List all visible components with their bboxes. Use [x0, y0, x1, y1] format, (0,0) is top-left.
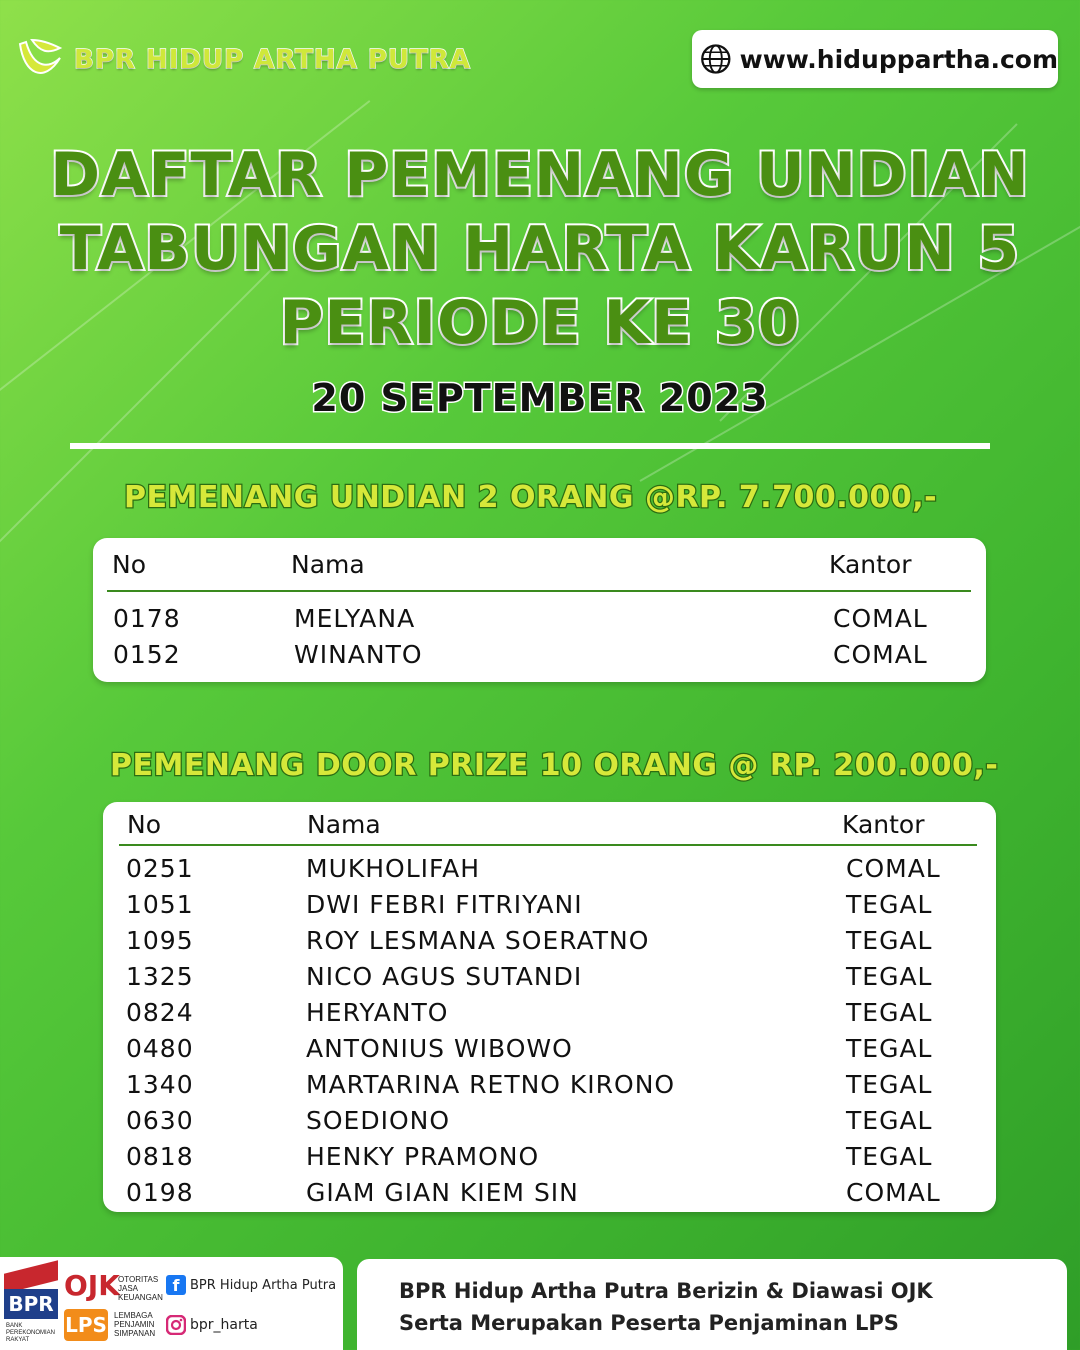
- cell-no: 0630: [126, 1106, 194, 1135]
- header-kantor: Kantor: [829, 550, 912, 579]
- cell-nama: ANTONIUS WIBOWO: [306, 1034, 573, 1063]
- cell-kantor: TEGAL: [846, 962, 933, 991]
- cell-nama: ROY LESMANA SOERATNO: [306, 926, 650, 955]
- cell-nama: MELYANA: [294, 604, 416, 633]
- header-divider: [107, 590, 971, 592]
- cell-no: 0178: [113, 604, 181, 633]
- brand-logo: [14, 34, 471, 86]
- divider: [70, 443, 990, 449]
- cell-nama: MARTARINA RETNO KIRONO: [306, 1070, 676, 1099]
- lps-logo-sub: LEMBAGA PENJAMIN SIMPANAN: [114, 1311, 156, 1338]
- section2-title: PEMENANG DOOR PRIZE 10 ORANG @ RP. 200.000,-: [110, 748, 999, 783]
- cell-kantor: TEGAL: [846, 926, 933, 955]
- bpr-logo-text: BPR: [4, 1289, 58, 1319]
- cell-no: 1340: [126, 1070, 194, 1099]
- title-line-2: TABUNGAN HARTA KARUN 5: [59, 214, 1021, 284]
- cell-no: 0480: [126, 1034, 194, 1063]
- header-kantor: Kantor: [842, 810, 925, 839]
- facebook-handle: BPR Hidup Artha Putra: [190, 1277, 337, 1293]
- website-url: www.hiduppartha.com: [739, 44, 1058, 74]
- cell-no: 0251: [126, 854, 194, 883]
- cell-no: 0198: [126, 1178, 194, 1207]
- facebook-link[interactable]: [166, 1275, 336, 1295]
- draw-date: 20 SEPTEMBER 2023: [311, 376, 769, 420]
- cell-nama: HERYANTO: [306, 998, 449, 1027]
- ojk-logo-sub: OTORITAS JASA KEUANGAN: [118, 1275, 163, 1302]
- cell-nama: HENKY PRAMONO: [306, 1142, 540, 1171]
- cell-kantor: COMAL: [833, 604, 928, 633]
- title-line-3: PERIODE KE 30: [279, 288, 801, 358]
- header-no: No: [127, 810, 161, 839]
- leaf-logo-icon: [14, 34, 66, 86]
- header-no: No: [112, 550, 146, 579]
- disclaimer-line-2: Serta Merupakan Peserta Penjaminan LPS: [399, 1311, 899, 1335]
- website-badge[interactable]: [692, 30, 1058, 88]
- cell-kantor: COMAL: [833, 640, 928, 669]
- section2-table: [103, 802, 996, 1212]
- globe-icon: [700, 38, 732, 80]
- section1-table: [93, 538, 986, 682]
- cell-nama: DWI FEBRI FITRIYANI: [306, 890, 583, 919]
- title-line-1: DAFTAR PEMENANG UNDIAN: [50, 140, 1030, 210]
- header-nama: Nama: [307, 810, 381, 839]
- cell-no: 0824: [126, 998, 194, 1027]
- cell-no: 1095: [126, 926, 194, 955]
- cell-nama: MUKHOLIFAH: [306, 854, 481, 883]
- instagram-icon: [166, 1315, 186, 1335]
- facebook-icon: f: [166, 1275, 186, 1295]
- bpr-logo: [4, 1267, 58, 1343]
- bpr-logo-sub: BANK PEREKONOMIAN RAKYAT: [6, 1323, 56, 1343]
- ojk-logo-text: OJK: [64, 1269, 120, 1302]
- header-divider: [119, 844, 977, 846]
- cell-kantor: TEGAL: [846, 1106, 933, 1135]
- cell-kantor: TEGAL: [846, 998, 933, 1027]
- cell-no: 1051: [126, 890, 194, 919]
- cell-kantor: TEGAL: [846, 890, 933, 919]
- footer-disclaimer: [357, 1259, 1067, 1350]
- cell-no: 0818: [126, 1142, 194, 1171]
- cell-kantor: COMAL: [846, 1178, 941, 1207]
- lps-logo-text: LPS: [64, 1309, 108, 1341]
- disclaimer-line-1: BPR Hidup Artha Putra Berizin & Diawasi OJK: [399, 1279, 933, 1303]
- cell-no: 0152: [113, 640, 181, 669]
- instagram-handle: bpr_harta: [190, 1317, 258, 1333]
- cell-nama: SOEDIONO: [306, 1106, 451, 1135]
- cell-nama: NICO AGUS SUTANDI: [306, 962, 583, 991]
- header-nama: Nama: [291, 550, 365, 579]
- cell-kantor: TEGAL: [846, 1070, 933, 1099]
- cell-kantor: TEGAL: [846, 1034, 933, 1063]
- cell-no: 1325: [126, 962, 194, 991]
- footer-logos: [0, 1257, 343, 1350]
- instagram-link[interactable]: [166, 1315, 258, 1335]
- cell-nama: WINANTO: [294, 640, 423, 669]
- brand-name: BPR HIDUP ARTHA PUTRA: [74, 45, 471, 75]
- section1-title: PEMENANG UNDIAN 2 ORANG @RP. 7.700.000,-: [124, 480, 938, 515]
- cell-nama: GIAM GIAN KIEM SIN: [306, 1178, 579, 1207]
- cell-kantor: COMAL: [846, 854, 941, 883]
- cell-kantor: TEGAL: [846, 1142, 933, 1171]
